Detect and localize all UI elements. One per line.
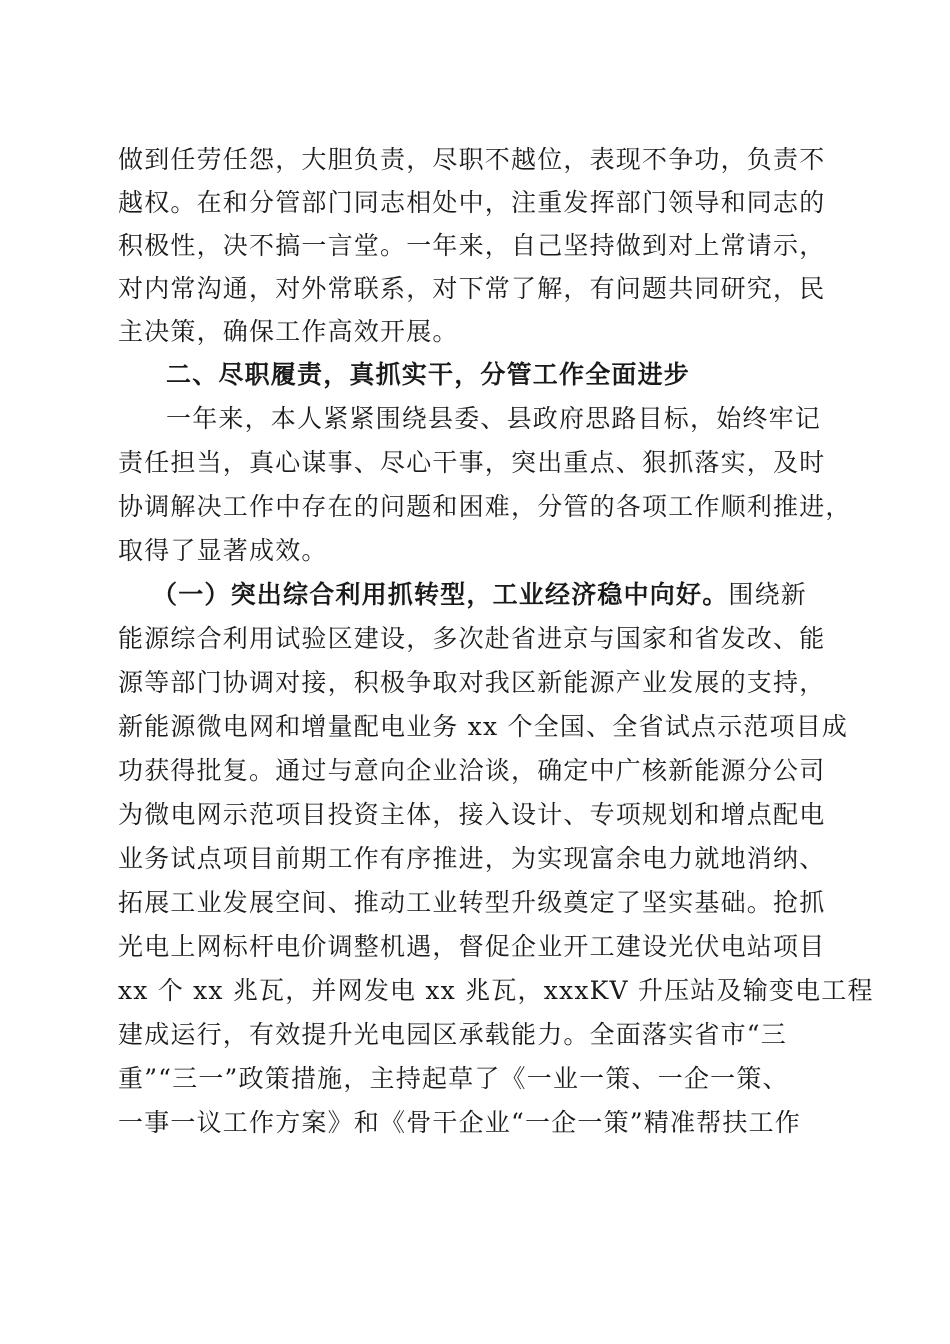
body-line: 主决策，确保工作高效开展。 [118,317,459,346]
body-line: 为微电网示范项目投资主体，接入设计、专项规划和增点配电 [118,800,826,829]
body-line: 一年来，本人紧紧围绕县委、县政府思路目标，始终牢记 [166,404,822,433]
body-line: 一事一议工作方案》和《骨干企业“一企一策”精准帮扶工作 [118,1108,801,1137]
body-text: 围绕新 [728,580,808,609]
body-line: 拓展工业发展空间、推动工业转型升级奠定了坚实基础。抢抓 [118,888,826,917]
body-line: 能源综合利用试验区建设，多次赴省进京与国家和省发改、能 [118,624,826,653]
body-line: 新能源微电网和增量配电业务 xx 个全国、全省试点示范项目成 [118,712,849,741]
body-line: 光电上网标杆电价调整机遇，督促企业开工建设光伏电站项目 [118,932,826,961]
body-line: 源等部门协调对接，积极争取对我区新能源产业发展的支持， [118,668,826,697]
body-line: 越权。在和分管部门同志相处中，注重发挥部门领导和同志的 [118,188,826,217]
body-line: 责任担当，真心谋事、尽心干事，突出重点、狠抓落实，及时 [118,448,826,477]
section-heading: 二、尽职履责，真抓实干，分管工作全面进步 [166,360,691,389]
body-line: 协调解决工作中存在的问题和困难，分管的各项工作顺利推进， [118,492,852,521]
body-line: 重”“三一”政策措施，主持起草了《一业一策、一企一策、 [118,1064,789,1093]
body-line: 取得了显著成效。 [118,536,328,565]
body-line: 建成运行，有效提升光电园区承载能力。全面落实省市“三 [118,1020,787,1049]
body-line: 做到任劳任怨，大胆负责，尽职不越位，表现不争功，负责不 [118,145,826,174]
body-line: 功获得批复。通过与意向企业洽谈，确定中广核新能源分公司 [118,756,826,785]
body-line: 业务试点项目前期工作有序推进，为实现富余电力就地消纳、 [118,844,826,873]
body-line: xx 个 xx 兆瓦，并网发电 xx 兆瓦，xxxKV 升压站及输变电工程 [118,976,874,1005]
body-line: 积极性，决不搞一言堂。一年来，自己坚持做到对上常请示， [118,231,826,260]
body-line: 对内常沟通，对外常联系，对下常了解，有问题共同研究，民 [118,274,826,303]
subsection-line [152,580,807,610]
subsection-heading: （一）突出综合利用抓转型，工业经济稳中向好。 [152,580,729,609]
